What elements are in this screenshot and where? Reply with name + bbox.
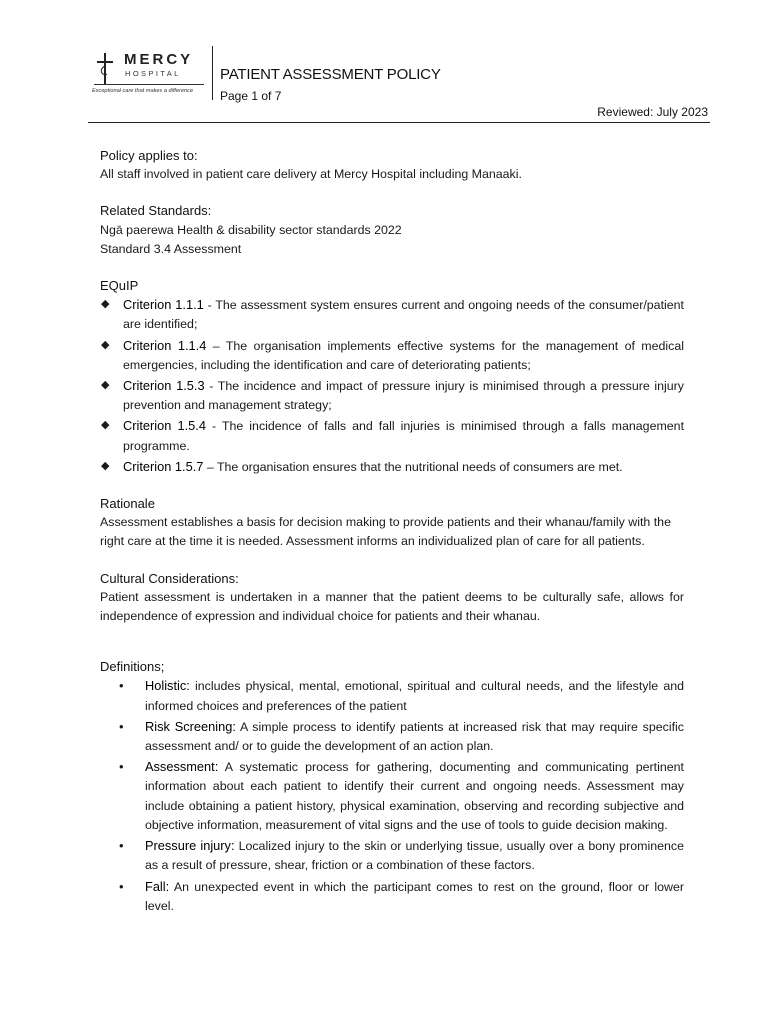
bullet-icon: • — [119, 718, 124, 734]
criterion-separator: – — [206, 338, 226, 353]
criterion-label: Criterion 1.1.1 — [123, 297, 204, 313]
header-divider — [212, 46, 213, 100]
document-body — [100, 146, 684, 917]
mercy-hospital-logo — [88, 46, 212, 104]
policy-heading: Policy applies to: — [100, 148, 198, 163]
reviewed-date: Reviewed: July 2023 — [597, 105, 708, 119]
diamond-bullet-icon: ◆ — [101, 379, 110, 392]
definition-item — [119, 877, 684, 916]
diamond-bullet-icon: ◆ — [101, 419, 110, 432]
bullet-icon: • — [119, 678, 124, 694]
definitions-heading: Definitions; — [100, 659, 165, 675]
logo-rule — [94, 84, 204, 85]
definition-text: Localized injury to the skin or underlying tissue, usually over a bony prominence as a result of pressure, shear, friction or a combination of these factors. — [145, 839, 684, 873]
criterion-item — [100, 376, 684, 415]
definition-item — [119, 676, 684, 715]
cultural-heading: Cultural Considerations: — [100, 570, 239, 586]
criterion-item — [100, 457, 684, 477]
criterion-label: Criterion 1.5.7 — [123, 458, 204, 474]
logo-tagline: Exceptional care that makes a difference — [92, 88, 194, 94]
standards-line-2: Standard 3.4 Assessment — [100, 241, 242, 256]
logo-name: MERCY — [124, 51, 194, 68]
definition-text: A systematic process for gathering, documenting and communicating pertinent information about each patient to identify their current and ongoing needs. Assessment may include obtaining a patient history, physical examination, observing and recording subjective and objective information, measurement of vital signs and the use of tools to guide decision making. — [145, 760, 684, 832]
cross-icon — [94, 52, 116, 86]
criterion-text: The incidence and impact of pressure injury is minimised through a pressure injury prevention and management strategy; — [123, 379, 684, 413]
criterion-separator: - — [205, 419, 222, 434]
definition-term: Holistic: — [145, 678, 190, 694]
definition-item — [119, 717, 684, 756]
standards-heading: Related Standards: — [100, 203, 212, 219]
cultural-text: Patient assessment is undertaken in a manner that the patient deems to be culturally safe, allows for independence of expression and individual choice for patients and their whanau. — [100, 589, 684, 624]
rationale-heading: Rationale — [100, 496, 155, 512]
definition-item — [119, 836, 684, 875]
equip-criteria-list — [100, 295, 684, 477]
page-number: Page 1 of 7 — [220, 89, 282, 103]
criterion-text: The organisation ensures that the nutritional needs of consumers are met. — [216, 459, 623, 474]
criterion-item — [100, 416, 684, 455]
rationale-text: Assessment establishes a basis for decision making to provide patients and their whanau/family with the right care at the time it is needed. Assessment informs an individualized plan of care for all patients. — [100, 515, 671, 549]
definition-item — [119, 757, 684, 835]
definition-term: Risk Screening: — [145, 718, 236, 734]
criterion-item — [100, 295, 684, 334]
criterion-label: Criterion 1.5.4 — [123, 418, 206, 434]
logo-subtitle: HOSPITAL — [125, 69, 181, 78]
document-title: PATIENT ASSESSMENT POLICY — [220, 66, 441, 83]
criterion-text: The organisation implements effective systems for the management of medical emergencies, including the identification and care of deteriorating patients; — [123, 338, 684, 372]
definition-term: Pressure injury: — [145, 838, 235, 854]
bullet-icon: • — [119, 878, 124, 894]
definition-term: Fall: — [145, 878, 170, 894]
page-header — [88, 46, 710, 122]
criterion-separator: - — [203, 298, 216, 313]
criterion-item — [100, 336, 684, 375]
criterion-text: The incidence of falls and fall injuries is minimised through a falls management programme. — [123, 419, 685, 453]
criterion-label: Criterion 1.5.3 — [123, 378, 205, 394]
standards-line-1: Ngā paerewa Health & disability sector standards 2022 — [100, 222, 402, 237]
policy-text: All staff involved in patient care delivery at Mercy Hospital including Manaaki. — [100, 167, 522, 182]
diamond-bullet-icon: ◆ — [101, 459, 110, 472]
definition-text: includes physical, mental, emotional, spiritual and cultural needs, and the lifestyle and informed choices and preferences of the patient — [145, 679, 684, 713]
bullet-icon: • — [119, 838, 124, 854]
equip-heading: EQuIP — [100, 278, 139, 294]
diamond-bullet-icon: ◆ — [101, 298, 110, 311]
criterion-text: The assessment system ensures current and ongoing needs of the consumer/patient are identified; — [123, 298, 684, 332]
criterion-label: Criterion 1.1.4 — [123, 337, 207, 353]
definition-term: Assessment: — [145, 759, 219, 775]
header-rule — [88, 122, 710, 123]
criterion-separator: - — [204, 379, 218, 394]
criterion-separator: – — [203, 459, 217, 474]
definition-text: An unexpected event in which the participant comes to rest on the ground, floor or lower level. — [145, 879, 684, 913]
definitions-list — [100, 676, 684, 915]
diamond-bullet-icon: ◆ — [101, 338, 110, 351]
definition-text: A simple process to identify patients at increased risk that may require specific assessment and/ or to guide the development of an action plan. — [145, 719, 684, 754]
bullet-icon: • — [119, 759, 124, 775]
